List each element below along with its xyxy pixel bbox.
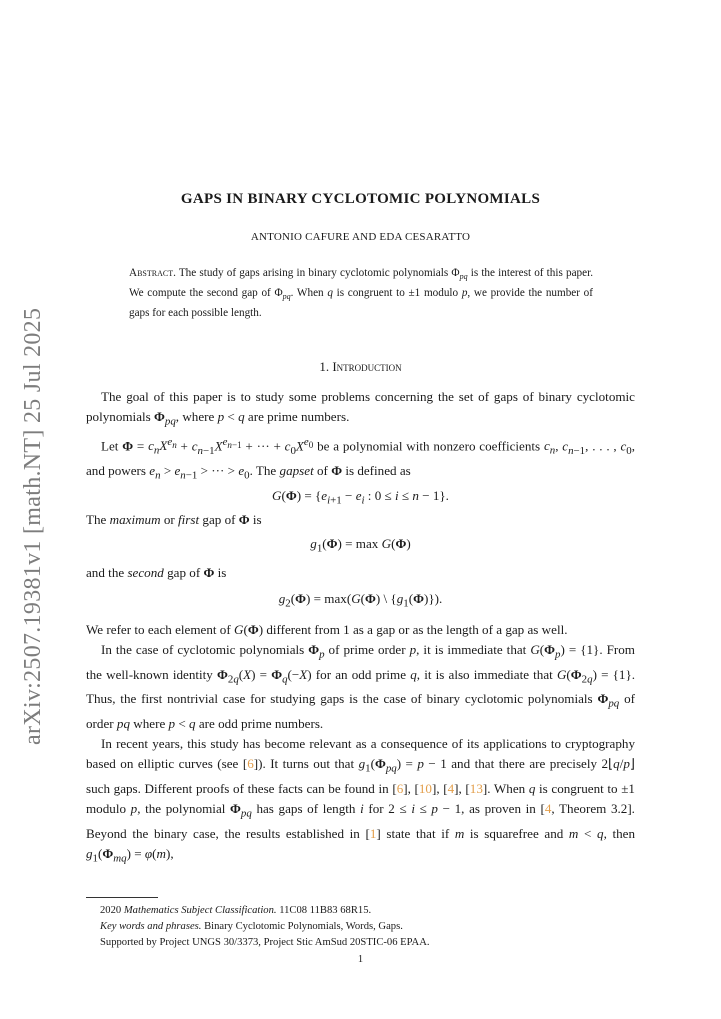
paragraph-6: In the case of cyclotomic polynomials $\Phi_p$ of prime order p, it is immediate that $G(\Phi_p) = \{1\}$. From the well-known identity $\Phi_{2q}(X) = \Phi_q(-X)$ for an odd prime q, it is also immediate that $G(\Phi_{2q}) = \{1\}$. Thus, the first nontrivial case for studying gaps is the case of binary cyclotomic polynomials $\Phi_{pq}$ of order pq where p < q are odd prime numbers. bbox=[86, 641, 636, 732]
abstract-math-phi-pq-2: $\Phi_{pq}$ bbox=[274, 287, 291, 302]
footnotes bbox=[100, 903, 635, 952]
page-number: 1 bbox=[357, 954, 364, 965]
citation-link[interactable]: 6 bbox=[247, 756, 254, 772]
term-second: second bbox=[127, 565, 164, 581]
citation-link[interactable]: 13 bbox=[469, 780, 483, 796]
paragraph-7: In recent years, this study has become relevant as a consequence of its applications to cryptography based on elliptic curves (see [6]). It turns out that $g_1(\Phi_{pq}) = p - 1$ and that there are precisely 2⌊q/p⌋ such gaps. Different proofs of these facts can be found in [6], [10], [4], [13]. When q is congruent to ±1 modulo p, the polynomial $\Phi_{pq}$ has gaps of length i for 2 ≤ i ≤ p − 1, as proven in [4, Theorem 3.2]. Beyond the binary case, the results established in [1] state that if m is squarefree and m < q, then $g_1(\Phi_{mq}) = \varphi(m)$, bbox=[86, 736, 635, 865]
citation-link[interactable]: 6 bbox=[396, 780, 404, 796]
footnote-support: Supported by Project UNGS 30/3373, Project Stic AmSud 20STIC-06 EPAA. bbox=[100, 937, 430, 949]
citation-link[interactable]: 1 bbox=[369, 825, 377, 841]
abstract-text-1: The study of gaps arising in binary cyclotomic polynomials bbox=[178, 267, 449, 279]
equation-gapset: $G(\Phi) = \{e_{i+1} - e_i$ : 0 ≤ i ≤ n − 1}. bbox=[272, 487, 449, 507]
term-first: first bbox=[178, 512, 200, 528]
paragraph-3: The maximum or first gap of Φ is bbox=[86, 512, 262, 528]
section-heading-introduction bbox=[86, 359, 635, 375]
abstract bbox=[129, 265, 593, 321]
citation-link[interactable]: 4 bbox=[544, 801, 552, 817]
equation-first-gap: $g_1(\Phi) = \max G(\Phi)$ bbox=[310, 536, 411, 555]
abstract-text-3: . When q is congruent to ±1 modulo p, we provide the number of gaps for each possible length. bbox=[129, 287, 593, 320]
abstract-text-2: is the interest of this paper. We compute the second gap of bbox=[129, 267, 594, 300]
term-gapset: gapset bbox=[279, 462, 314, 478]
footnote-msc: 2020 Mathematics Subject Classification. 11C08 11B83 68R15. bbox=[100, 905, 372, 916]
abstract-math-phi-pq: $\Phi_{pq}$ bbox=[451, 267, 468, 282]
footnote-rule bbox=[86, 897, 158, 898]
section-number: 1. bbox=[319, 359, 330, 374]
paragraph-4: and the second gap of Φ is bbox=[86, 565, 227, 581]
section-title: Introduction bbox=[332, 359, 402, 374]
body-text bbox=[86, 387, 635, 869]
paper-title: GAPS IN BINARY CYCLOTOMIC POLYNOMIALS bbox=[180, 191, 541, 207]
term-maximum: maximum bbox=[109, 512, 161, 528]
arxiv-identifier-stamp: arXiv:2507.19381v1 [math.NT] 25 Jul 2025 bbox=[20, 307, 46, 745]
paragraph-1: The goal of this paper is to study some problems concerning the set of gaps of binary cyclotomic polynomials $\Phi_{pq}$, where p < q are prime numbers. bbox=[86, 389, 635, 428]
paper-authors: ANTONIO CAFURE AND EDA CESARATTO bbox=[250, 231, 471, 243]
paragraph-2: Let $\Phi = c_nX^{e_n} + c_{n-1}X^{e_{n-1}}$ + ··· + $c_0X^{e_0}$ be a polynomial with nonzero coefficients $c_n$, $c_{n-1}$, . . . , $c_0$, and powers $e_n > e_{n-1}$ > ··· > $e_0$. The gapset of Φ is defined as bbox=[86, 435, 635, 482]
abstract-label: Abstract. bbox=[129, 267, 176, 279]
citation-link[interactable]: 4 bbox=[447, 780, 455, 796]
equation-second-gap: $g_2(\Phi) = \max(G(\Phi)$ \ $\{g_1(\Phi)\}$). bbox=[278, 591, 443, 610]
paragraph-5: We refer to each element of G(Φ) different from 1 as a gap or as the length of a gap as well. bbox=[86, 621, 568, 637]
footnote-keywords: Key words and phrases. Binary Cyclotomic Polynomials, Words, Gaps. bbox=[100, 921, 403, 933]
citation-link[interactable]: 10 bbox=[418, 780, 432, 796]
